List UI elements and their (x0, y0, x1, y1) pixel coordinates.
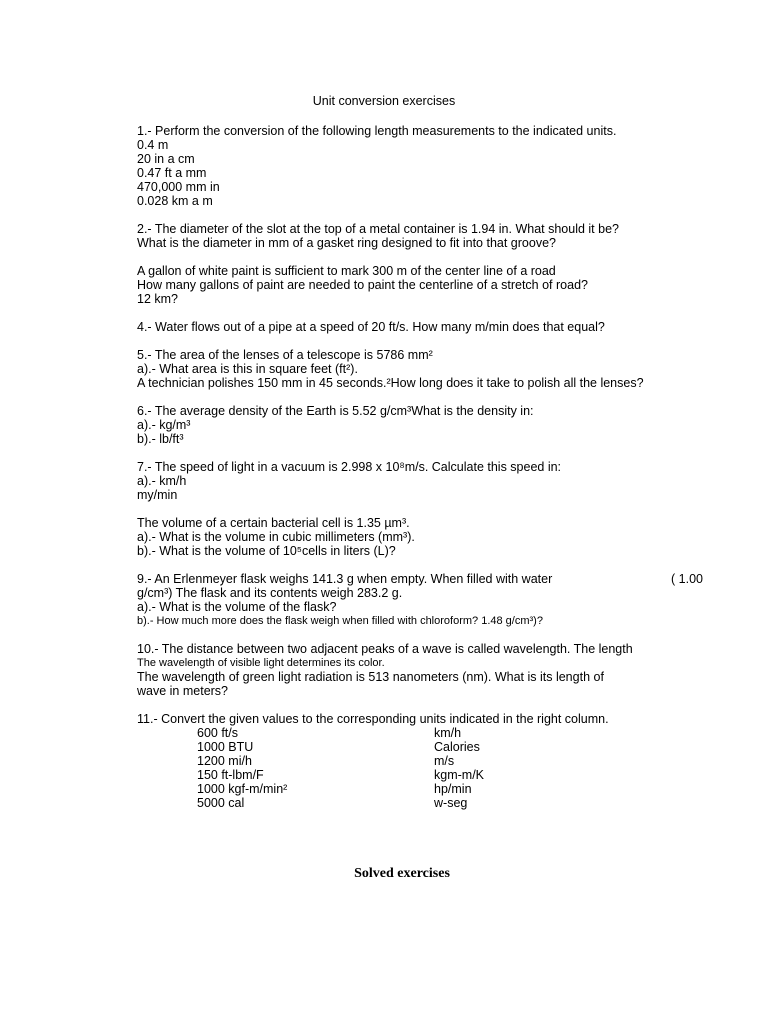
table-unit: w-seg (434, 796, 468, 810)
exercise-list (137, 124, 717, 810)
spacer (137, 250, 717, 264)
exercise-10-line: The wavelength of visible light determines its color. (137, 657, 385, 669)
spacer (137, 558, 717, 572)
exercise-9-line: g/cm³) The flask and its contents weigh 283.2 g. (137, 586, 403, 600)
table-value: 600 ft/s (197, 726, 238, 740)
exercise-5 (137, 348, 717, 390)
exercise-3 (137, 264, 717, 306)
exercise-10 (137, 642, 717, 698)
exercise-6-line: b).- lb/ft³ (137, 432, 184, 446)
spacer (137, 502, 717, 516)
table-unit: hp/min (434, 782, 472, 796)
exercise-11-question: 11.- Convert the given values to the corresponding units indicated in the right column. (137, 712, 609, 726)
exercise-6-line: 6.- The average density of the Earth is 5.52 g/cm³What is the density in: (137, 404, 534, 418)
exercise-5-line: 5.- The area of the lenses of a telescope is 5786 mm² (137, 348, 433, 362)
exercise-8-line: a).- What is the volume in cubic millimeters (mm³). (137, 530, 415, 544)
table-value: 1200 mi/h (197, 754, 252, 768)
page-title: Unit conversion exercises (312, 94, 456, 108)
exercise-8 (137, 516, 717, 558)
exercise-9-first-line (137, 572, 703, 586)
exercise-10-line: The wavelength of green light radiation is 513 nanometers (nm). What is its length of (137, 670, 604, 684)
exercise-6-line: a).- kg/m³ (137, 418, 191, 432)
exercise-7-line: 7.- The speed of light in a vacuum is 2.998 x 10⁸m/s. Calculate this speed in: (137, 460, 562, 474)
table-row (197, 740, 597, 754)
exercise-9 (137, 572, 717, 628)
exercise-2 (137, 222, 717, 250)
table-unit: Calories (434, 740, 480, 754)
table-row (197, 796, 597, 810)
table-row (197, 768, 597, 782)
solved-exercises-heading: Solved exercises (354, 866, 450, 881)
exercise-3-line: How many gallons of paint are needed to paint the centerline of a stretch of road? (137, 278, 588, 292)
exercise-1-item: 0.4 m (137, 138, 169, 152)
spacer (137, 390, 717, 404)
exercise-7-line: my/min (137, 488, 178, 502)
exercise-9-density-note: ( 1.00 (671, 572, 703, 586)
exercise-10-line: 10.- The distance between two adjacent peaks of a wave is called wavelength. The length (137, 642, 633, 656)
table-row (197, 754, 597, 768)
spacer (137, 628, 717, 642)
exercise-8-line: The volume of a certain bacterial cell is 1.35 µm³. (137, 516, 410, 530)
table-row (197, 726, 597, 740)
table-unit: kgm-m/K (434, 768, 484, 782)
exercise-7 (137, 460, 717, 502)
exercise-1-item: 0.028 km a m (137, 194, 213, 208)
exercise-5-line: A technician polishes 150 mm in 45 seconds.²How long does it take to polish all the lenses? (137, 376, 644, 390)
spacer (137, 334, 717, 348)
exercise-3-line: 12 km? (137, 292, 178, 306)
table-unit: km/h (434, 726, 462, 740)
table-value: 5000 cal (197, 796, 245, 810)
exercise-9-line: b).- How much more does the flask weigh when filled with chloroform? 1.48 g/cm³)? (137, 615, 543, 627)
exercise-10-line: wave in meters? (137, 684, 229, 698)
table-unit: m/s (434, 754, 455, 768)
exercise-7-line: a).- km/h (137, 474, 187, 488)
table-value: 1000 BTU (197, 740, 254, 754)
exercise-2-line: 2.- The diameter of the slot at the top of a metal container is 1.94 in. What should it be? (137, 222, 619, 236)
exercise-9-line: a).- What is the volume of the flask? (137, 600, 337, 614)
table-value: 1000 kgf-m/min² (197, 782, 288, 796)
exercise-4 (137, 320, 717, 334)
spacer (137, 698, 717, 712)
conversion-table (197, 726, 597, 810)
exercise-9-line: 9.- An Erlenmeyer flask weighs 141.3 g when empty. When filled with water (137, 572, 553, 586)
exercise-8-line: b).- What is the volume of 10⁵cells in liters (L)? (137, 544, 396, 558)
exercise-1-item: 470,000 mm in (137, 180, 220, 194)
exercise-2-line: What is the diameter in mm of a gasket ring designed to fit into that groove? (137, 236, 556, 250)
table-value: 150 ft-lbm/F (197, 768, 264, 782)
exercise-3-line: A gallon of white paint is sufficient to mark 300 m of the center line of a road (137, 264, 556, 278)
spacer (137, 446, 717, 460)
exercise-1-item: 20 in a cm (137, 152, 195, 166)
exercise-11 (137, 712, 717, 810)
exercise-6 (137, 404, 717, 446)
spacer (137, 306, 717, 320)
exercise-1 (137, 124, 717, 208)
exercise-4-line: 4.- Water flows out of a pipe at a speed of 20 ft/s. How many m/min does that equal? (137, 320, 605, 334)
exercise-1-item: 0.47 ft a mm (137, 166, 207, 180)
exercise-5-line: a).- What area is this in square feet (ft²). (137, 362, 358, 376)
spacer (137, 208, 717, 222)
table-row (197, 782, 597, 796)
exercise-1-question: 1.- Perform the conversion of the following length measurements to the indicated units. (137, 124, 617, 138)
